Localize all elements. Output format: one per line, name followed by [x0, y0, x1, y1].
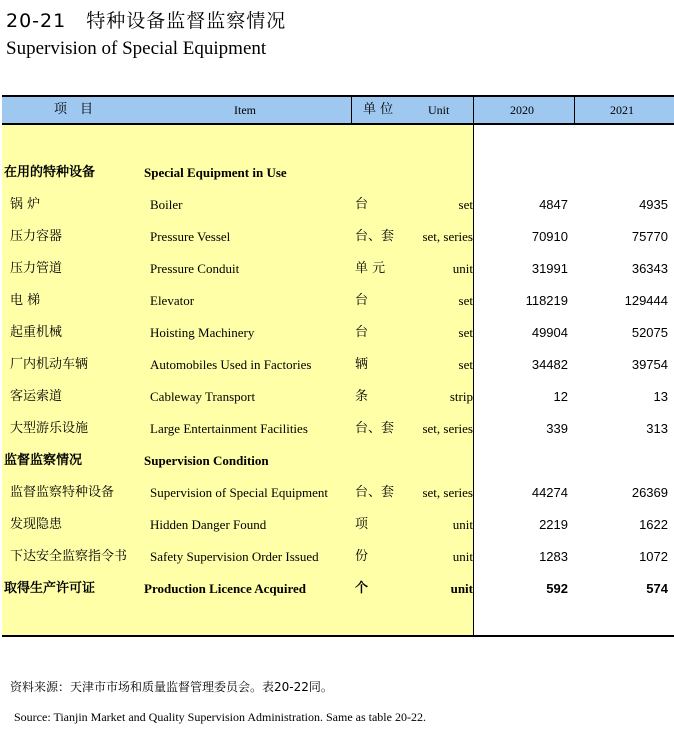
row-label-en: Cableway Transport [150, 389, 256, 404]
row-label-cn: 在用的特种设备 [4, 165, 96, 180]
header-unit-cn: 单 位 [363, 102, 394, 117]
row-value-2020: 1283 [539, 549, 568, 564]
row-value-2020: 49904 [531, 325, 568, 340]
row-unit-en: set [458, 357, 473, 372]
row-unit-cn: 台、套 [355, 229, 395, 244]
table-row [2, 511, 674, 539]
row-unit-cn: 条 [355, 389, 369, 404]
row-label-en: Safety Supervision Order Issued [150, 549, 319, 564]
row-unit-en: unit [452, 549, 473, 564]
source-note-en: Source: Tianjin Market and Quality Supervision Administration. Same as table 20-22. [14, 710, 426, 724]
row-value-2020: 12 [553, 389, 568, 404]
row-label-cn: 客运索道 [10, 389, 63, 404]
row-value-2020: 339 [546, 421, 568, 436]
table-row [2, 255, 674, 283]
table-row [2, 351, 674, 379]
row-unit-cn: 台、套 [355, 485, 395, 500]
header-unit-en: Unit [428, 103, 450, 117]
row-label-cn: 监督监察特种设备 [10, 485, 115, 500]
header-item-en: Item [234, 103, 256, 117]
row-label-en: Supervision of Special Equipment [150, 485, 329, 500]
row-label-cn: 发现隐患 [10, 517, 63, 532]
row-value-2021: 1072 [639, 549, 668, 564]
row-label-cn: 下达安全监察指令书 [10, 549, 128, 564]
row-unit-en: set [458, 293, 473, 308]
row-value-2021: 36343 [631, 261, 668, 276]
row-value-2020: 70910 [531, 229, 568, 244]
row-unit-en: set [458, 197, 473, 212]
row-value-2021: 313 [646, 421, 668, 436]
row-value-2020: 592 [546, 581, 568, 596]
row-label-cn: 厂内机动车辆 [10, 357, 89, 372]
row-unit-cn: 台 [355, 197, 369, 212]
row-unit-en: set [458, 325, 473, 340]
row-unit-cn: 台 [355, 325, 369, 340]
statistics-table [2, 95, 674, 637]
table-row [2, 383, 674, 411]
row-label-cn: 取得生产许可证 [4, 581, 96, 596]
row-unit-cn: 辆 [355, 357, 369, 372]
row-label-en: Special Equipment in Use [144, 165, 287, 180]
row-unit-cn: 台 [355, 293, 369, 308]
row-label-en: Hoisting Machinery [150, 325, 255, 340]
row-label-en: Hidden Danger Found [150, 517, 267, 532]
row-unit-cn: 台、套 [355, 421, 395, 436]
row-unit-en: unit [452, 261, 473, 276]
row-unit-cn: 个 [355, 581, 369, 596]
row-value-2021: 26369 [631, 485, 668, 500]
row-label-cn: 压力容器 [10, 229, 63, 244]
row-label-en: Production Licence Acquired [144, 581, 307, 596]
row-value-2020: 4847 [539, 197, 568, 212]
row-unit-en: strip [449, 389, 473, 404]
row-value-2021: 129444 [624, 293, 668, 308]
row-value-2021: 39754 [631, 357, 668, 372]
header-divider-year [574, 95, 575, 125]
row-value-2020: 44274 [531, 485, 568, 500]
row-unit-en: unit [452, 517, 473, 532]
row-unit-cn: 份 [355, 549, 369, 564]
row-label-en: Supervision Condition [144, 453, 269, 468]
table-row [2, 319, 674, 347]
row-label-cn: 电 梯 [10, 293, 41, 308]
row-label-en: Pressure Conduit [150, 261, 240, 276]
row-label-en: Large Entertainment Facilities [150, 421, 308, 436]
row-label-en: Boiler [150, 197, 183, 212]
row-value-2021: 75770 [631, 229, 668, 244]
row-value-2020: 2219 [539, 517, 568, 532]
row-value-2020: 118219 [525, 293, 568, 308]
table-title-cn: 20-21 特种设备监督监察情况 [6, 10, 287, 32]
header-item-cn: 项 目 [54, 102, 94, 117]
table-row [2, 191, 674, 219]
row-label-en: Elevator [150, 293, 195, 308]
header-year-2021: 2021 [610, 103, 634, 117]
row-label-cn: 起重机械 [10, 325, 63, 340]
row-unit-en: set, series [422, 229, 473, 244]
row-label-en: Automobiles Used in Factories [150, 357, 312, 372]
row-label-cn: 大型游乐设施 [10, 421, 89, 436]
table-row [2, 287, 674, 315]
table-row [2, 479, 674, 507]
row-value-2021: 52075 [631, 325, 668, 340]
row-unit-cn: 单 元 [355, 261, 386, 276]
row-unit-en: set, series [422, 485, 473, 500]
table-row [2, 543, 674, 571]
row-value-2020: 34482 [531, 357, 568, 372]
table-bottom-rule [2, 635, 674, 637]
table-row [2, 415, 674, 443]
row-value-2020: 31991 [531, 261, 568, 276]
table-title-en: Supervision of Special Equipment [6, 38, 267, 59]
row-unit-cn: 项 [355, 517, 369, 532]
row-label-cn: 压力管道 [10, 261, 63, 276]
table-row [2, 447, 674, 475]
row-value-2021: 4935 [639, 197, 668, 212]
row-unit-en: unit [450, 581, 473, 596]
header-divider-unit [351, 95, 352, 125]
row-value-2021: 1622 [639, 517, 668, 532]
table-row [2, 575, 674, 603]
header-year-2020: 2020 [510, 103, 534, 117]
row-label-cn: 锅 炉 [10, 197, 41, 212]
table-row [2, 223, 674, 251]
source-note-cn: 资料来源：天津市市场和质量监督管理委员会。表20-22同。 [10, 680, 333, 694]
row-value-2021: 574 [646, 581, 668, 596]
row-label-en: Pressure Vessel [150, 229, 231, 244]
row-label-cn: 监督监察情况 [4, 453, 83, 468]
table-row [2, 159, 674, 187]
row-value-2021: 13 [653, 389, 668, 404]
row-unit-en: set, series [422, 421, 473, 436]
